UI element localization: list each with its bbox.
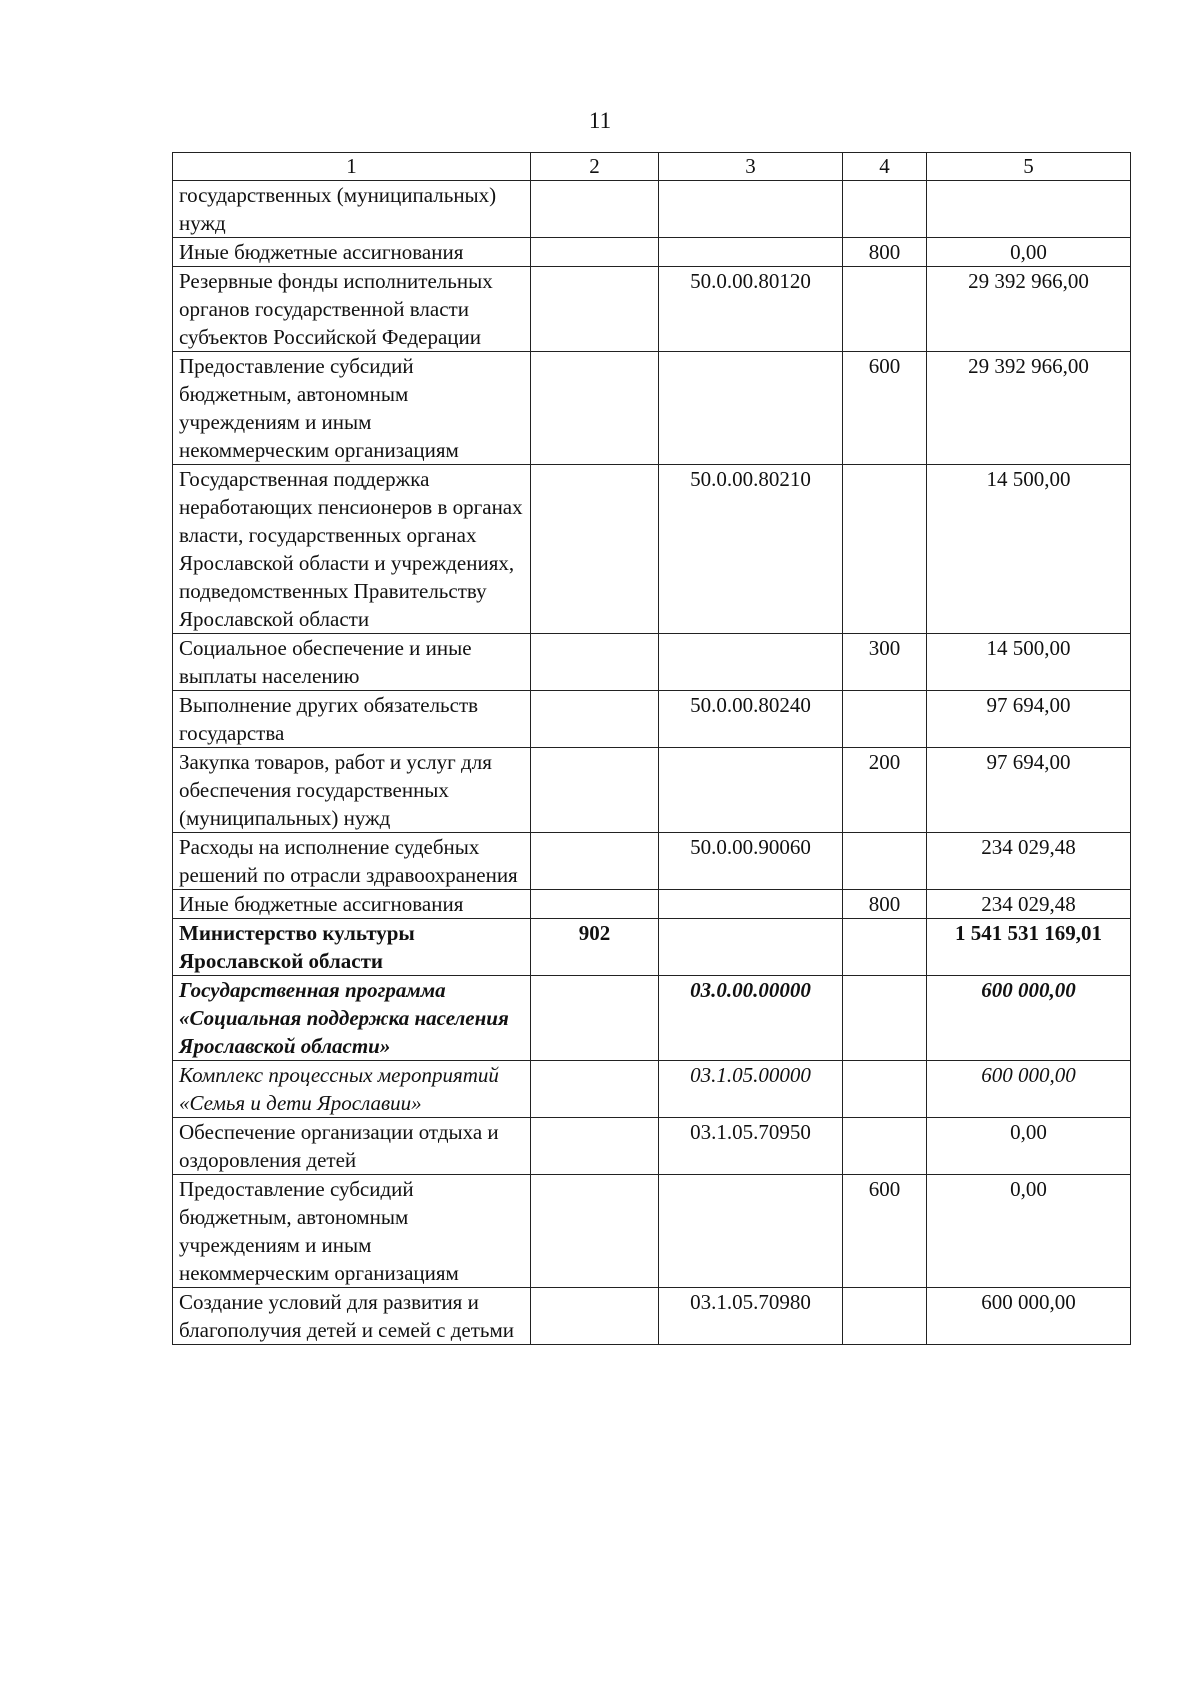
expense-name-cell: Выполнение других обязательств государства — [173, 691, 531, 748]
expense-type-cell — [843, 267, 927, 352]
expense-name-cell: Государственная поддержка неработающих пенсионеров в органах власти, государственных органах Ярославской области и учреждениях, подведомственных Правительству Ярославской области — [173, 465, 531, 634]
department-code-cell — [531, 1288, 659, 1345]
department-code-cell — [531, 1118, 659, 1175]
department-code-cell — [531, 691, 659, 748]
expense-name-cell: Предоставление субсидий бюджетным, автономным учреждениям и иным некоммерческим организациям — [173, 352, 531, 465]
amount-cell: 97 694,00 — [927, 748, 1131, 833]
amount-cell: 1 541 531 169,01 — [927, 919, 1131, 976]
page-number: 11 — [588, 108, 612, 133]
column-header: 1 — [173, 153, 531, 181]
expense-type-cell: 800 — [843, 238, 927, 267]
target-article-cell — [659, 919, 843, 976]
department-code-cell: 902 — [531, 919, 659, 976]
target-article-cell — [659, 890, 843, 919]
target-article-cell — [659, 748, 843, 833]
target-article-cell — [659, 181, 843, 238]
amount-cell: 600 000,00 — [927, 1061, 1131, 1118]
expense-type-cell: 300 — [843, 634, 927, 691]
amount-cell: 14 500,00 — [927, 465, 1131, 634]
table-row — [173, 1288, 1131, 1345]
expense-name-cell: Министерство культуры Ярославской области — [173, 919, 531, 976]
table-row — [173, 833, 1131, 890]
department-code-cell — [531, 976, 659, 1061]
table-row — [173, 238, 1131, 267]
department-code-cell — [531, 352, 659, 465]
amount-cell: 600 000,00 — [927, 1288, 1131, 1345]
department-code-cell — [531, 1061, 659, 1118]
expense-name-cell: Комплекс процессных мероприятий «Семья и дети Ярославии» — [173, 1061, 531, 1118]
amount-cell: 234 029,48 — [927, 890, 1131, 919]
expense-name-cell: государственных (муниципальных) нужд — [173, 181, 531, 238]
expense-name-cell: Создание условий для развития и благополучия детей и семей с детьми — [173, 1288, 531, 1345]
target-article-cell — [659, 238, 843, 267]
amount-cell: 0,00 — [927, 1118, 1131, 1175]
table-body — [173, 181, 1131, 1345]
department-code-cell — [531, 748, 659, 833]
expense-type-cell — [843, 1118, 927, 1175]
target-article-cell — [659, 634, 843, 691]
expense-name-cell: Социальное обеспечение и иные выплаты населению — [173, 634, 531, 691]
expense-type-cell — [843, 691, 927, 748]
expense-type-cell — [843, 465, 927, 634]
table-row — [173, 1175, 1131, 1288]
table-row — [173, 181, 1131, 238]
table-row — [173, 1061, 1131, 1118]
column-header: 2 — [531, 153, 659, 181]
target-article-cell: 03.1.05.70950 — [659, 1118, 843, 1175]
amount-cell: 0,00 — [927, 238, 1131, 267]
department-code-cell — [531, 634, 659, 691]
expense-name-cell: Государственная программа «Социальная поддержка населения Ярославской области» — [173, 976, 531, 1061]
table-row — [173, 267, 1131, 352]
target-article-cell: 50.0.00.90060 — [659, 833, 843, 890]
table-row — [173, 465, 1131, 634]
budget-table — [172, 152, 1131, 1345]
amount-cell: 29 392 966,00 — [927, 352, 1131, 465]
department-code-cell — [531, 181, 659, 238]
amount-cell: 234 029,48 — [927, 833, 1131, 890]
table-row — [173, 890, 1131, 919]
department-code-cell — [531, 833, 659, 890]
department-code-cell — [531, 465, 659, 634]
target-article-cell: 03.1.05.70980 — [659, 1288, 843, 1345]
expense-type-cell — [843, 976, 927, 1061]
target-article-cell: 03.0.00.00000 — [659, 976, 843, 1061]
target-article-cell — [659, 352, 843, 465]
table-row — [173, 352, 1131, 465]
table-row — [173, 748, 1131, 833]
amount-cell — [927, 181, 1131, 238]
amount-cell: 14 500,00 — [927, 634, 1131, 691]
amount-cell: 97 694,00 — [927, 691, 1131, 748]
target-article-cell: 50.0.00.80120 — [659, 267, 843, 352]
department-code-cell — [531, 238, 659, 267]
department-code-cell — [531, 1175, 659, 1288]
expense-type-cell — [843, 181, 927, 238]
expense-name-cell: Обеспечение организации отдыха и оздоровления детей — [173, 1118, 531, 1175]
column-header: 4 — [843, 153, 927, 181]
expense-name-cell: Резервные фонды исполнительных органов государственной власти субъектов Российской Федерации — [173, 267, 531, 352]
expense-type-cell: 200 — [843, 748, 927, 833]
table-row — [173, 919, 1131, 976]
expense-type-cell: 600 — [843, 1175, 927, 1288]
amount-cell: 29 392 966,00 — [927, 267, 1131, 352]
expense-name-cell: Расходы на исполнение судебных решений по отрасли здравоохранения — [173, 833, 531, 890]
expense-type-cell — [843, 919, 927, 976]
target-article-cell — [659, 1175, 843, 1288]
table-header-row — [173, 153, 1131, 181]
target-article-cell: 50.0.00.80240 — [659, 691, 843, 748]
expense-type-cell — [843, 833, 927, 890]
table-row — [173, 1118, 1131, 1175]
table-row — [173, 976, 1131, 1061]
expense-name-cell: Иные бюджетные ассигнования — [173, 890, 531, 919]
expense-type-cell — [843, 1288, 927, 1345]
table-row — [173, 634, 1131, 691]
expense-type-cell: 800 — [843, 890, 927, 919]
expense-type-cell: 600 — [843, 352, 927, 465]
target-article-cell: 50.0.00.80210 — [659, 465, 843, 634]
expense-name-cell: Иные бюджетные ассигнования — [173, 238, 531, 267]
column-header: 5 — [927, 153, 1131, 181]
expense-type-cell — [843, 1061, 927, 1118]
expense-name-cell: Закупка товаров, работ и услуг для обеспечения государственных (муниципальных) нужд — [173, 748, 531, 833]
target-article-cell: 03.1.05.00000 — [659, 1061, 843, 1118]
department-code-cell — [531, 267, 659, 352]
amount-cell: 600 000,00 — [927, 976, 1131, 1061]
column-header: 3 — [659, 153, 843, 181]
department-code-cell — [531, 890, 659, 919]
expense-name-cell: Предоставление субсидий бюджетным, автономным учреждениям и иным некоммерческим организациям — [173, 1175, 531, 1288]
table-row — [173, 691, 1131, 748]
amount-cell: 0,00 — [927, 1175, 1131, 1288]
